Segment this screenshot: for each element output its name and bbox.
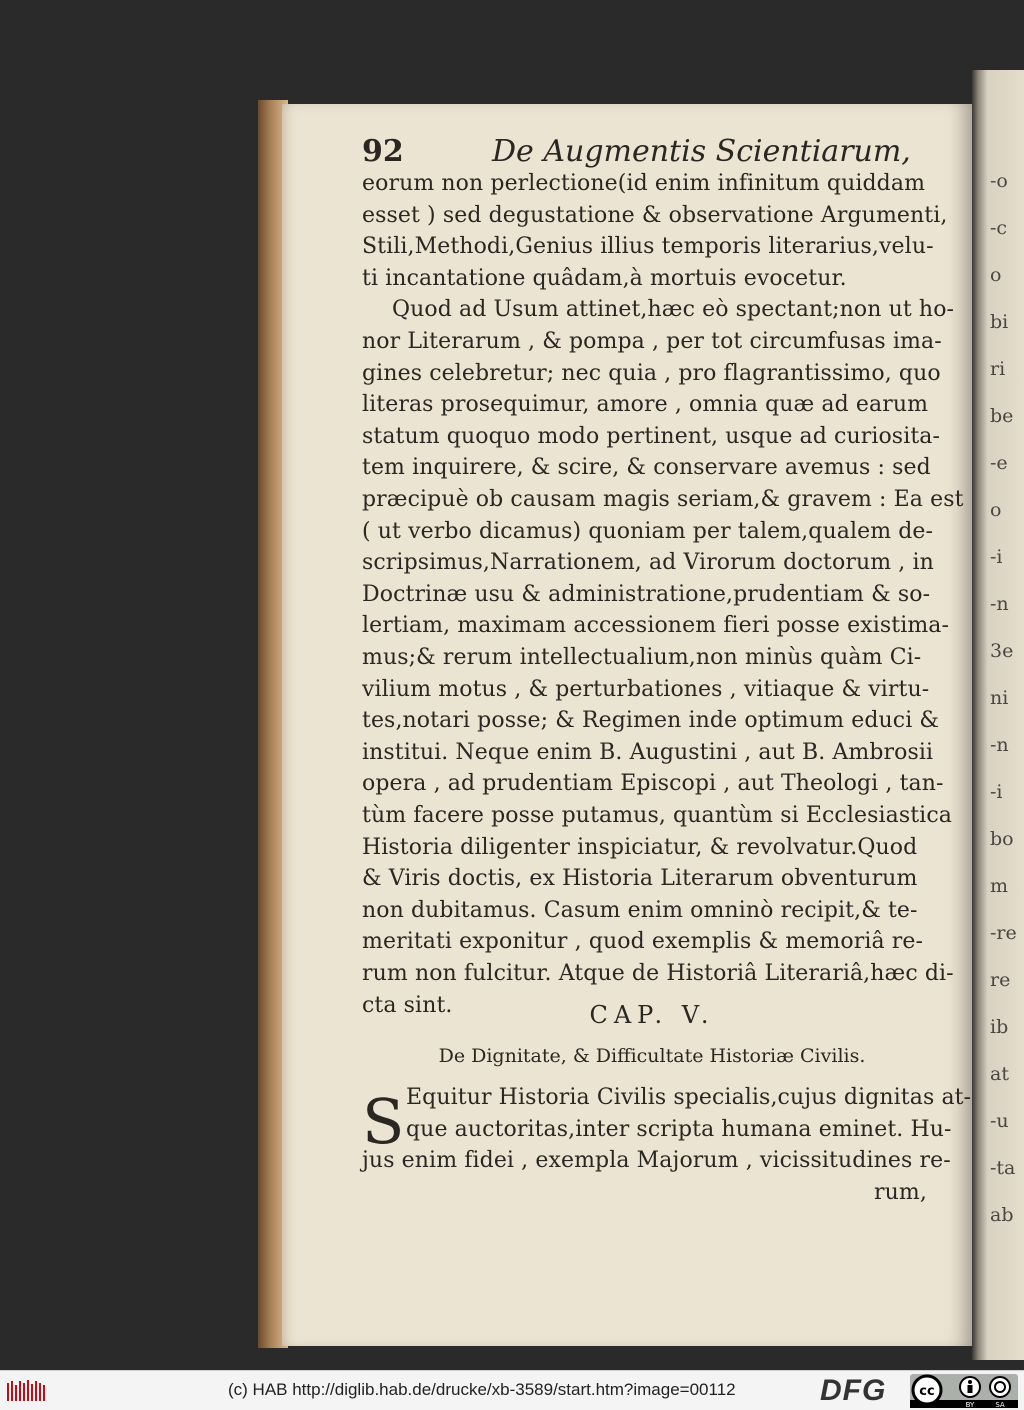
text-line: statum quoquo modo pertinent, usque ad curiosita- [362, 423, 941, 449]
chapter-text-line: que auctoritas,inter scripta humana eminet. Hu- [406, 1116, 952, 1142]
text-line: scripsimus,Narrationem, ad Virorum doctorum , in [362, 550, 934, 576]
text-line: cta sint. [362, 992, 453, 1018]
text-line: esset ) sed degustatione & observatione Argumenti, [362, 202, 948, 228]
facing-page-fragment: -o [990, 170, 1008, 192]
chapter-title: CAP. V. [589, 1001, 715, 1029]
facing-page-fragment: ni [990, 687, 1009, 709]
page-number: 92 [362, 134, 404, 169]
facing-page-fragment: re [990, 969, 1011, 991]
text-line: ti incantatione quâdam,à mortuis evocetur. [362, 265, 847, 291]
text-line: Quod ad Usum attinet,hæc eò spectant;non ut ho- [392, 297, 955, 323]
text-line: vilium motus , & perturbationes , vitiaque & virtu- [362, 676, 930, 702]
copyright-link[interactable]: (c) HAB http://diglib.hab.de/drucke/xb-3589/start.htm?image=00112 [228, 1380, 736, 1399]
text-line: gines celebretur; nec quia , pro flagrantissimo, quo [362, 360, 941, 386]
drop-capital: S [362, 1085, 405, 1158]
facing-page-fragment: bo [990, 828, 1014, 850]
text-line: tes,notari posse; & Regimen inde optimum educi & [362, 708, 940, 734]
hab-logo-icon[interactable] [6, 1379, 46, 1403]
running-title: De Augmentis Scientiarum, [492, 134, 911, 169]
facing-page-fragment: -e [990, 452, 1008, 474]
dfg-logo[interactable]: DFG [820, 1374, 887, 1407]
facing-page-fragment: -n [990, 734, 1009, 756]
facing-page-edge [972, 70, 1024, 1360]
facing-page-fragment: -i [990, 781, 1003, 803]
svg-text:BY: BY [965, 1401, 975, 1408]
chapter-text-line: rum, [874, 1179, 927, 1205]
facing-page-fragment: ib [990, 1016, 1009, 1038]
text-line: rum non fulcitur. Atque de Historiâ Literariâ,hæc di- [362, 961, 954, 986]
text-line: tem inquirere, & scire, & conservare avemus : sed [362, 455, 931, 481]
chapter-text-line: jus enim fidei , exempla Majorum , vicissitudines re- [362, 1148, 951, 1174]
text-line: ( ut verbo dicamus) quoniam per talem,qualem de- [362, 518, 934, 544]
text-line: præcipuè ob causam magis seriam,& gravem : Ea est [362, 487, 964, 512]
facing-page-fragment: -n [990, 593, 1009, 615]
facing-page-fragment: m [990, 875, 1009, 897]
text-line: meritati exponitur , quod exemplis & memoriâ re- [362, 929, 924, 955]
facing-page-fragment: -u [990, 1110, 1009, 1132]
text-line: mus;& rerum intellectualium,non minùs quàm Ci- [362, 645, 922, 670]
facing-page-fragment: -ta [990, 1157, 1016, 1179]
facing-page-fragment: bi [990, 311, 1009, 333]
facing-page-fragment: -c [990, 217, 1008, 239]
text-line: institui. Neque enim B. Augustini , aut B. Ambrosii [362, 739, 934, 765]
facing-page-fragment: ab [990, 1204, 1014, 1226]
facing-page-fragment: ri [990, 358, 1006, 380]
text-line: lertiam, maximam accessionem fieri posse existima- [362, 613, 950, 639]
text-line: literas prosequimur, amore , omnia quæ ad earum [362, 392, 929, 418]
text-line: non dubitamus. Casum enim omninò recipit,& te- [362, 897, 918, 923]
text-line: & Viris doctis, ex Historia Literarum obventurum [362, 866, 918, 892]
text-line: nor Literarum , & pompa , per tot circumfusas ima- [362, 329, 942, 354]
facing-page-fragment: -re [990, 922, 1017, 944]
facing-page-fragment: at [990, 1063, 1009, 1085]
chapter-subtitle: De Dignitate, & Difficultate Historiæ Civilis. [438, 1045, 866, 1067]
text-line: eorum non perlectione(id enim infinitum quiddam [362, 171, 926, 196]
text-line: Stili,Methodi,Genius illius temporis literarius,velu- [362, 234, 934, 260]
text-line: tùm facere posse putamus, quantùm si Ecclesiastica [362, 803, 952, 828]
viewer-footer [0, 1370, 1024, 1410]
facing-page-fragment: o [990, 264, 1002, 286]
facing-page-fragment: be [990, 405, 1014, 427]
svg-text:SA: SA [995, 1401, 1005, 1408]
facing-page-fragment: -i [990, 546, 1003, 568]
cc-by-sa-license-icon[interactable] [910, 1374, 1018, 1408]
svg-text:cc: cc [919, 1384, 935, 1399]
text-line: Historia diligenter inspiciatur, & revolvatur.Quod [362, 834, 918, 860]
chapter-text-line: Equitur Historia Civilis specialis,cujus dignitas at- [406, 1085, 972, 1110]
text-line: opera , ad prudentiam Episcopi , aut Theologi , tan- [362, 771, 944, 797]
text-line: Doctrinæ usu & administratione,prudentiam & so- [362, 581, 931, 607]
facing-page-fragment: o [990, 499, 1002, 521]
facing-page-fragment: 3e [990, 640, 1014, 662]
